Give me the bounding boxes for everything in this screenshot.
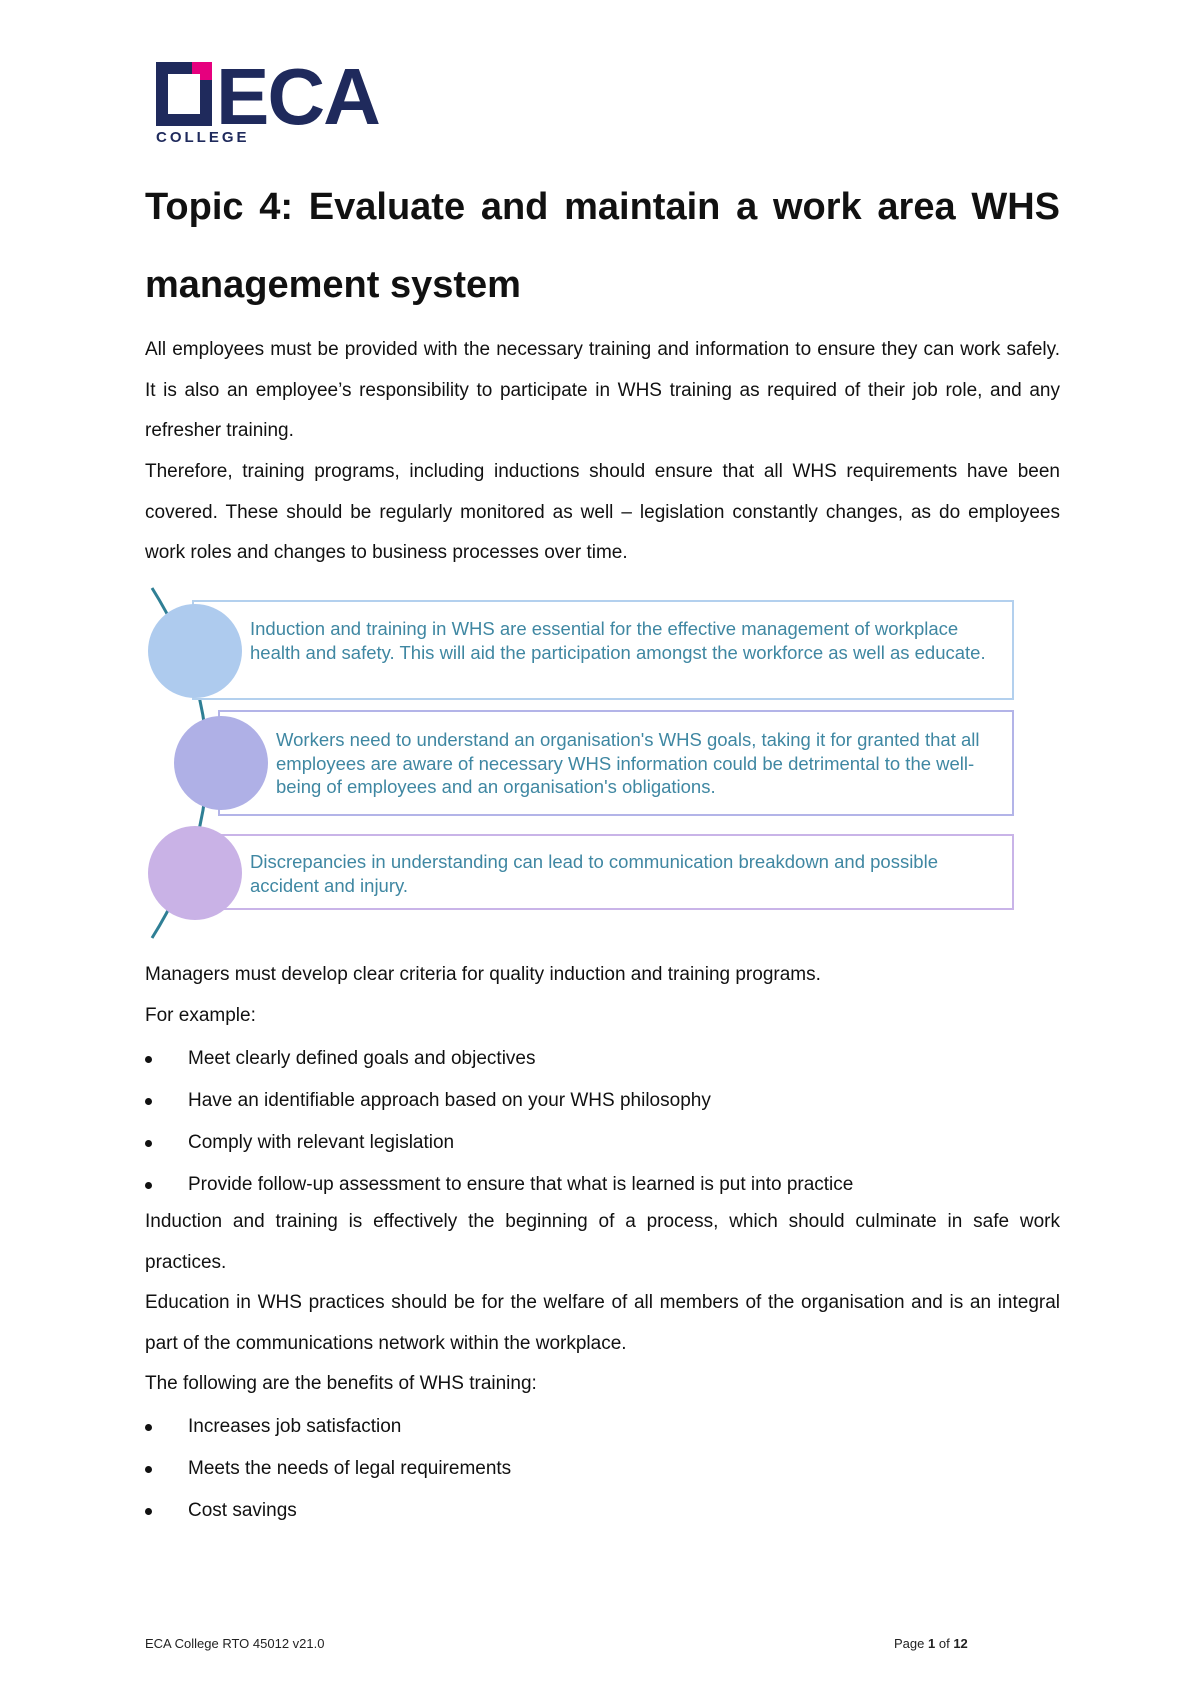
diagram-text-3: Discrepancies in understanding can lead to communication breakdown and possible accident and injury. [250, 851, 938, 896]
intro-paragraph-2: Therefore, training programs, including inductions should ensure that all WHS requirements have been covered. These should be regularly monitored as well – legislation constantly changes, as do employees work roles and changes to business processes over time. [145, 461, 1060, 563]
diagram-text-2: Workers need to understand an organisation's WHS goals, taking it for granted that all employees are aware of necessary WHS information could be detrimental to the well-being of employees and an organisation's obligations. [276, 729, 980, 797]
criteria-list [145, 1038, 1060, 1206]
whs-training-diagram [140, 582, 1030, 944]
diagram-circle-1 [148, 604, 242, 698]
diagram-box-3 [192, 834, 1014, 910]
list-item: Meet clearly defined goals and objectives [145, 1038, 1060, 1080]
footer-rto-version: ECA College RTO 45012 v21.0 [145, 1636, 325, 1651]
logo-subtitle: COLLEGE [156, 129, 250, 144]
induction-paragraph: Induction and training is effectively the beginning of a process, which should culminate in safe work practices. [145, 1211, 1060, 1273]
list-item: Increases job satisfaction [145, 1406, 1060, 1448]
education-paragraph: Education in WHS practices should be for the welfare of all members of the organisation and is an integral part of the communications network within the workplace. [145, 1292, 1060, 1354]
logo-wordmark: ECA [216, 62, 379, 141]
page-title: Topic 4: Evaluate and maintain a work area WHS management system [145, 186, 1060, 306]
benefits-list [145, 1406, 1060, 1532]
diagram-circle-3 [148, 826, 242, 920]
list-item: Meets the needs of legal requirements [145, 1448, 1060, 1490]
for-example-label: For example: [145, 1005, 256, 1026]
footer-page-number: Page 1 of 12 [894, 1636, 968, 1651]
diagram-text-1: Induction and training in WHS are essential for the effective management of workplace health and safety. This will aid the participation amongst the workforce as well as educate. [250, 618, 986, 663]
list-item: Comply with relevant legislation [145, 1122, 1060, 1164]
diagram-circle-2 [174, 716, 268, 810]
list-item: Cost savings [145, 1490, 1060, 1532]
eca-college-logo [156, 62, 406, 144]
list-item: Have an identifiable approach based on your WHS philosophy [145, 1080, 1060, 1122]
diagram-box-1 [192, 600, 1014, 700]
list-item: Provide follow-up assessment to ensure that what is learned is put into practice [145, 1164, 1060, 1206]
managers-paragraph: Managers must develop clear criteria for quality induction and training programs. [145, 964, 821, 985]
intro-paragraph-1: All employees must be provided with the necessary training and information to ensure they can work safely. It is also an employee’s responsibility to participate in WHS training as required of their job role, and any refresher training. [145, 339, 1060, 441]
diagram-box-2 [218, 710, 1014, 816]
benefits-heading: The following are the benefits of WHS training: [145, 1373, 537, 1394]
